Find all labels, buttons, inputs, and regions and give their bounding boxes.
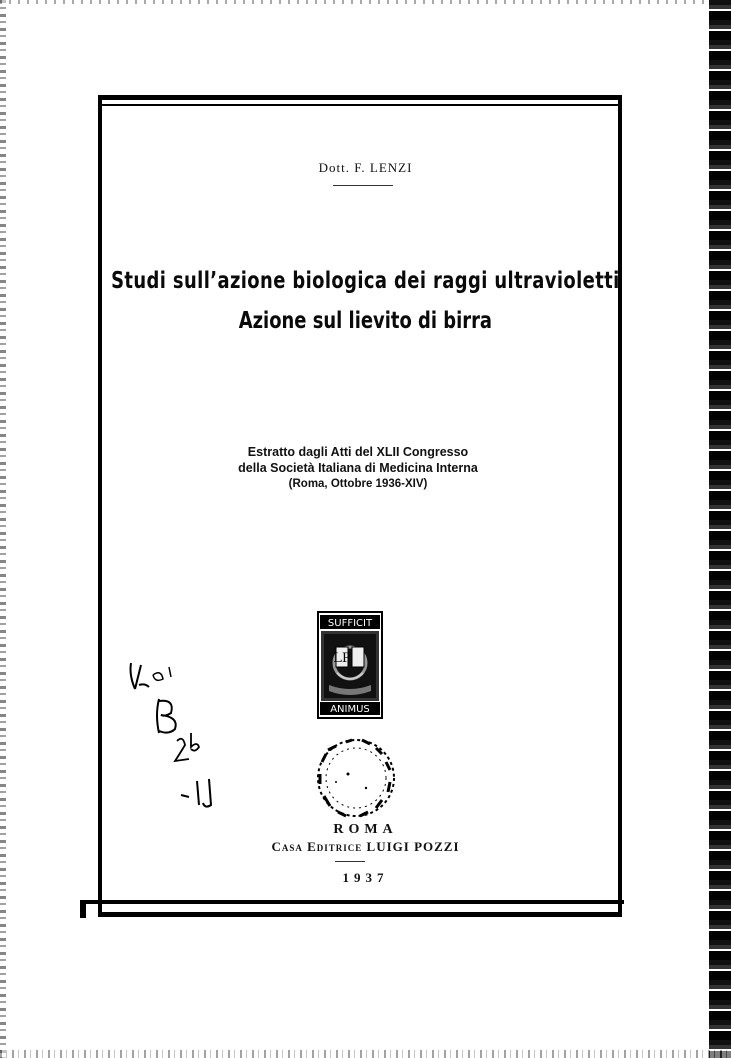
imprint-publisher: Casa Editrice LUIGI POZZI — [271, 839, 460, 854]
extract-line-1: Estratto dagli Atti del XLII Congresso — [247, 445, 469, 459]
handwritten-annotation — [125, 655, 245, 815]
author-name: Dott. F. LENZI — [318, 160, 413, 175]
frame-inner-rule-top — [98, 104, 622, 106]
author-divider — [333, 185, 393, 186]
scan-edge-bottom — [0, 1050, 731, 1058]
frame-corner-mark — [80, 904, 86, 918]
scan-edge-top — [0, 0, 731, 4]
title-line-2: Azione sul lievito di birra — [238, 308, 493, 334]
frame-inner-rule-bottom — [80, 900, 624, 904]
logo-bottom-motto: ANIMUS — [330, 704, 370, 715]
scan-edge-right — [709, 0, 731, 1058]
imprint-city: ROMA — [333, 822, 398, 837]
title-line-1: Studi sull’azione biologica dei raggi ultravioletti — [111, 268, 620, 294]
logo-monogram: LP — [333, 651, 351, 666]
imprint-year: 1937 — [342, 870, 389, 885]
library-ink-stamp — [306, 730, 406, 830]
imprint-divider — [335, 861, 365, 862]
publisher-logo-emblem — [317, 611, 383, 719]
scan-edge-left — [0, 0, 6, 1058]
extract-line-2: della Società Italiana di Medicina Interna — [238, 461, 478, 475]
logo-top-motto: SUFFICIT — [327, 618, 373, 629]
extract-line-3: (Roma, Ottobre 1936-XIV) — [288, 478, 428, 490]
